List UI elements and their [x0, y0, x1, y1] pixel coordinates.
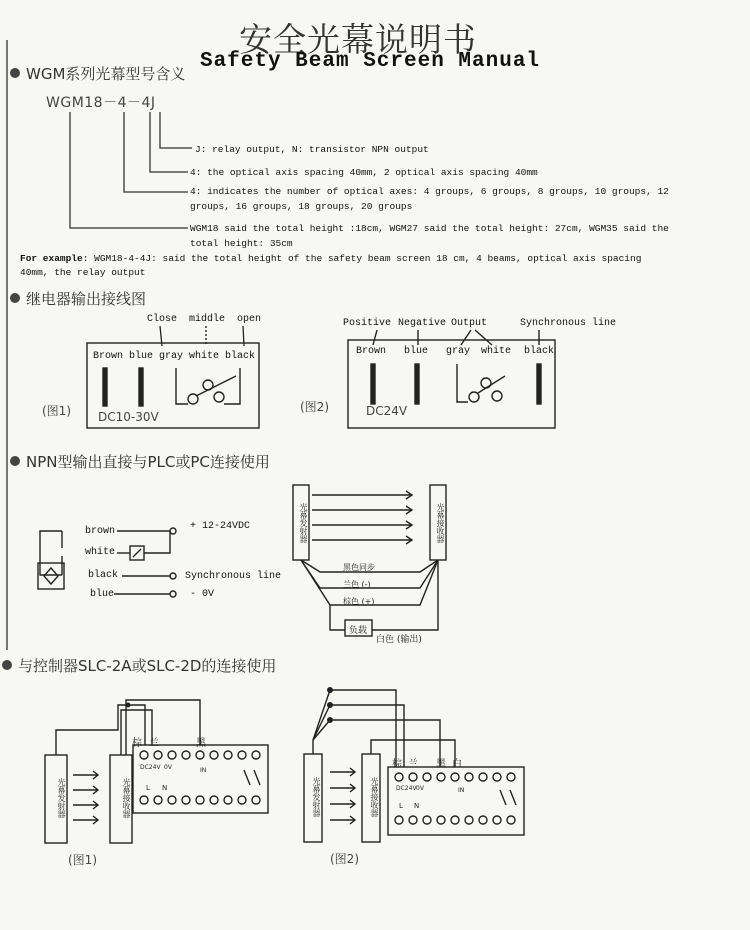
ctrl2-emitter-label: 光幕发射器: [312, 776, 321, 817]
ctrl1-label-black: 黑: [196, 738, 206, 749]
section-controller-heading: 与控制器SLC-2A或SLC-2D的连接使用: [2, 655, 276, 676]
relay2-label-positive: Positive: [343, 318, 392, 329]
model-line-5: WGM18 said the total height :18cm, WGM27 said the total height: 27cm, WGM35 said the: [190, 223, 669, 234]
relay1-caption: (图1): [42, 404, 71, 418]
ctrl2-label-brown: 棕: [392, 759, 402, 770]
npn-cable-brown: 棕色 (+): [343, 597, 375, 606]
ctrl1-label-blue: 兰: [149, 738, 159, 749]
model-line-2: 4: the optical axis spacing 40mm, 2 optical axis spacing 40mm: [190, 167, 538, 178]
model-line-3: 4: indicates the number of optical axes: 4 groups, 6 groups, 8 groups, 10 groups, 12: [190, 186, 669, 197]
section-npn-heading: NPN型输出直接与PLC或PC连接使用: [10, 451, 270, 472]
example-text: : WGM18-4-4J: said the total height of the safety beam screen 18 cm, 4 beams, optical axis spacing: [82, 253, 642, 264]
npn-emitter-label: 光幕发射器: [299, 503, 308, 543]
ctrl2-label-white: 白: [452, 759, 462, 770]
ctrl2-receiver-label: 光幕接收器: [370, 776, 379, 817]
ctrl2-label-black: 黑: [436, 759, 446, 770]
model-line-6: total height: 35cm: [190, 238, 293, 249]
relay2-caption: (图2): [300, 400, 329, 414]
ctrl1-volt-in: IN: [200, 767, 207, 774]
ctrl2-power-l: L: [399, 802, 403, 810]
ctrl1-volt-dc24: DC24V: [140, 764, 161, 771]
relay2-wire-blue: blue: [404, 346, 429, 357]
relay1-label-middle: middle: [189, 314, 226, 325]
npn-load-label: 负载: [349, 626, 368, 636]
npn-ground: - 0V: [190, 589, 215, 600]
relay1-label-open: open: [237, 314, 262, 325]
ctrl2-label-blue: 兰: [408, 759, 418, 770]
relay1-wire-labels: Brown blue gray white black: [93, 351, 256, 362]
ctrl1-power-l: L: [146, 784, 150, 792]
junction-dots: [126, 687, 334, 723]
ctrl2-volt-0v: 0V: [416, 785, 424, 792]
npn-output-label: 白色 (输出): [376, 635, 422, 645]
npn-receiver-label: 光幕接收器: [436, 503, 445, 543]
example-line: [20, 251, 641, 266]
relay1-voltage: DC10-30V: [98, 410, 159, 424]
ctrl1-volt-0v: 0V: [164, 764, 172, 771]
relay2-label-negative: Negative: [398, 318, 447, 329]
example-line-2: 40mm, the relay output: [20, 267, 146, 278]
npn-curtain: [293, 485, 446, 636]
npn-supply: + 12-24VDC: [190, 521, 251, 532]
title-chinese: 安全光幕说明书: [239, 20, 477, 59]
npn-wire-blue: blue: [90, 589, 115, 600]
model-code: WGM18－4－4J: [46, 95, 156, 111]
relay2-wire-gray: gray: [446, 346, 471, 357]
npn-circuit: [38, 528, 176, 597]
relay2-wire-black: black: [524, 346, 555, 357]
ctrl1-power-n: N: [162, 784, 168, 792]
npn-sync: Synchronous line: [185, 571, 282, 582]
ctrl1-diagram: [45, 700, 268, 843]
example-label: For example: [20, 253, 83, 264]
ctrl2-volt-dc24: DC24V: [396, 785, 417, 792]
ctrl2-caption: (图2): [330, 852, 359, 866]
ctrl1-emitter-label: 光幕发射器: [57, 777, 66, 818]
relay2-label-sync: Synchronous line: [520, 318, 617, 329]
relay2-voltage: DC24V: [366, 404, 408, 418]
margin-rule: [6, 40, 8, 650]
ctrl1-label-brown: 棕: [132, 738, 142, 749]
npn-cable-black: 黑色同步: [343, 563, 375, 572]
title-english: Safety Beam Screen Manual: [199, 50, 541, 73]
model-line-4: groups, 16 groups, 18 groups, 20 groups: [190, 201, 413, 212]
relay2-wire-brown: Brown: [356, 346, 387, 357]
ctrl1-receiver-label: 光幕接收器: [122, 777, 131, 818]
npn-wire-white: white: [85, 547, 116, 558]
ctrl2-volt-in: IN: [458, 787, 465, 794]
section-model-heading: WGM系列光幕型号含义: [10, 63, 185, 84]
relay2-label-output: Output: [451, 318, 488, 329]
npn-wire-black: black: [88, 570, 119, 581]
ctrl1-caption: (图1): [68, 853, 97, 867]
relay2-wire-white: white: [481, 346, 512, 357]
npn-wire-brown: brown: [85, 526, 116, 537]
npn-cable-blue: 兰色 (-): [343, 580, 371, 589]
model-line-1: J: relay output, N: transistor NPN output: [195, 144, 429, 155]
relay1-label-close: Close: [147, 314, 178, 325]
ctrl2-power-n: N: [414, 802, 420, 810]
section-relay-heading: 继电器输出接线图: [10, 288, 146, 309]
